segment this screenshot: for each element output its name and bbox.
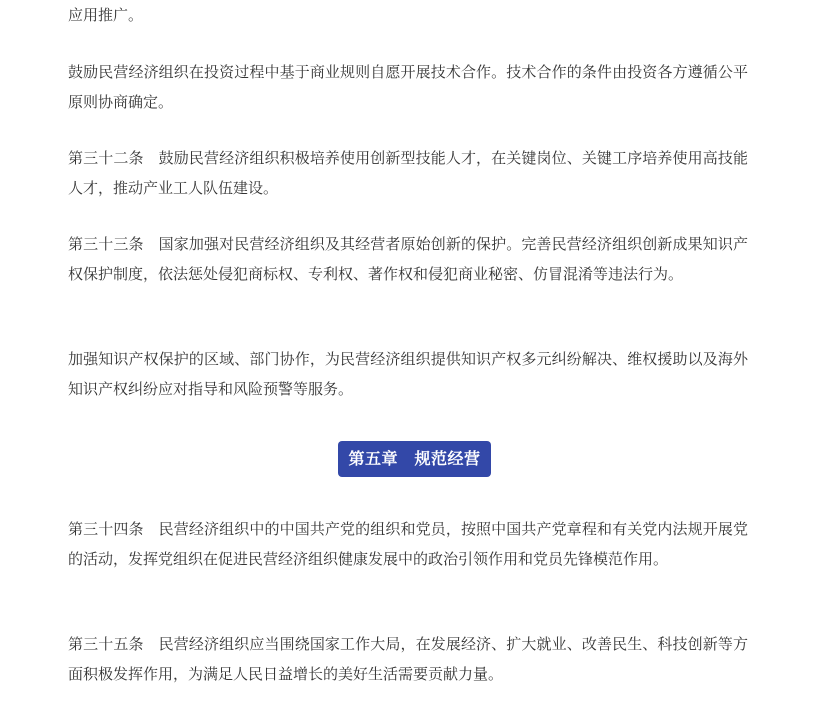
chapter-heading-container [0, 441, 829, 477]
paragraph-technical-cooperation: 鼓励民营经济组织在投资过程中基于商业规则自愿开展技术合作。技术合作的条件由投资各方遵循公平原则协商确定。 [68, 63, 748, 111]
paragraph-article-33: 第三十三条 国家加强对民营经济组织及其经营者原始创新的保护。完善民营经济组织创新成果知识产权保护制度，依法惩处侵犯商标权、专利权、著作权和侵犯商业秘密、仿冒混淆等违法行为。 [68, 235, 748, 283]
paragraph-fragment: 应用推广。 [68, 6, 144, 24]
paragraph-article-34: 第三十四条 民营经济组织中的中国共产党的组织和党员，按照中国共产党章程和有关党内法规开展党的活动，发挥党组织在促进民营经济组织健康发展中的政治引领作用和党员先锋模范作用。 [68, 520, 748, 568]
paragraph-ip-protection: 加强知识产权保护的区域、部门协作，为民营经济组织提供知识产权多元纠纷解决、维权援助以及海外知识产权纠纷应对指导和风险预警等服务。 [68, 350, 748, 398]
paragraph-article-35: 第三十五条 民营经济组织应当围绕国家工作大局，在发展经济、扩大就业、改善民生、科技创新等方面积极发挥作用，为满足人民日益增长的美好生活需要贡献力量。 [68, 635, 748, 683]
chapter-heading: 第五章 规范经营 [338, 441, 490, 477]
paragraph-article-32: 第三十二条 鼓励民营经济组织积极培养使用创新型技能人才，在关键岗位、关键工序培养使用高技能人才，推动产业工人队伍建设。 [68, 149, 748, 197]
